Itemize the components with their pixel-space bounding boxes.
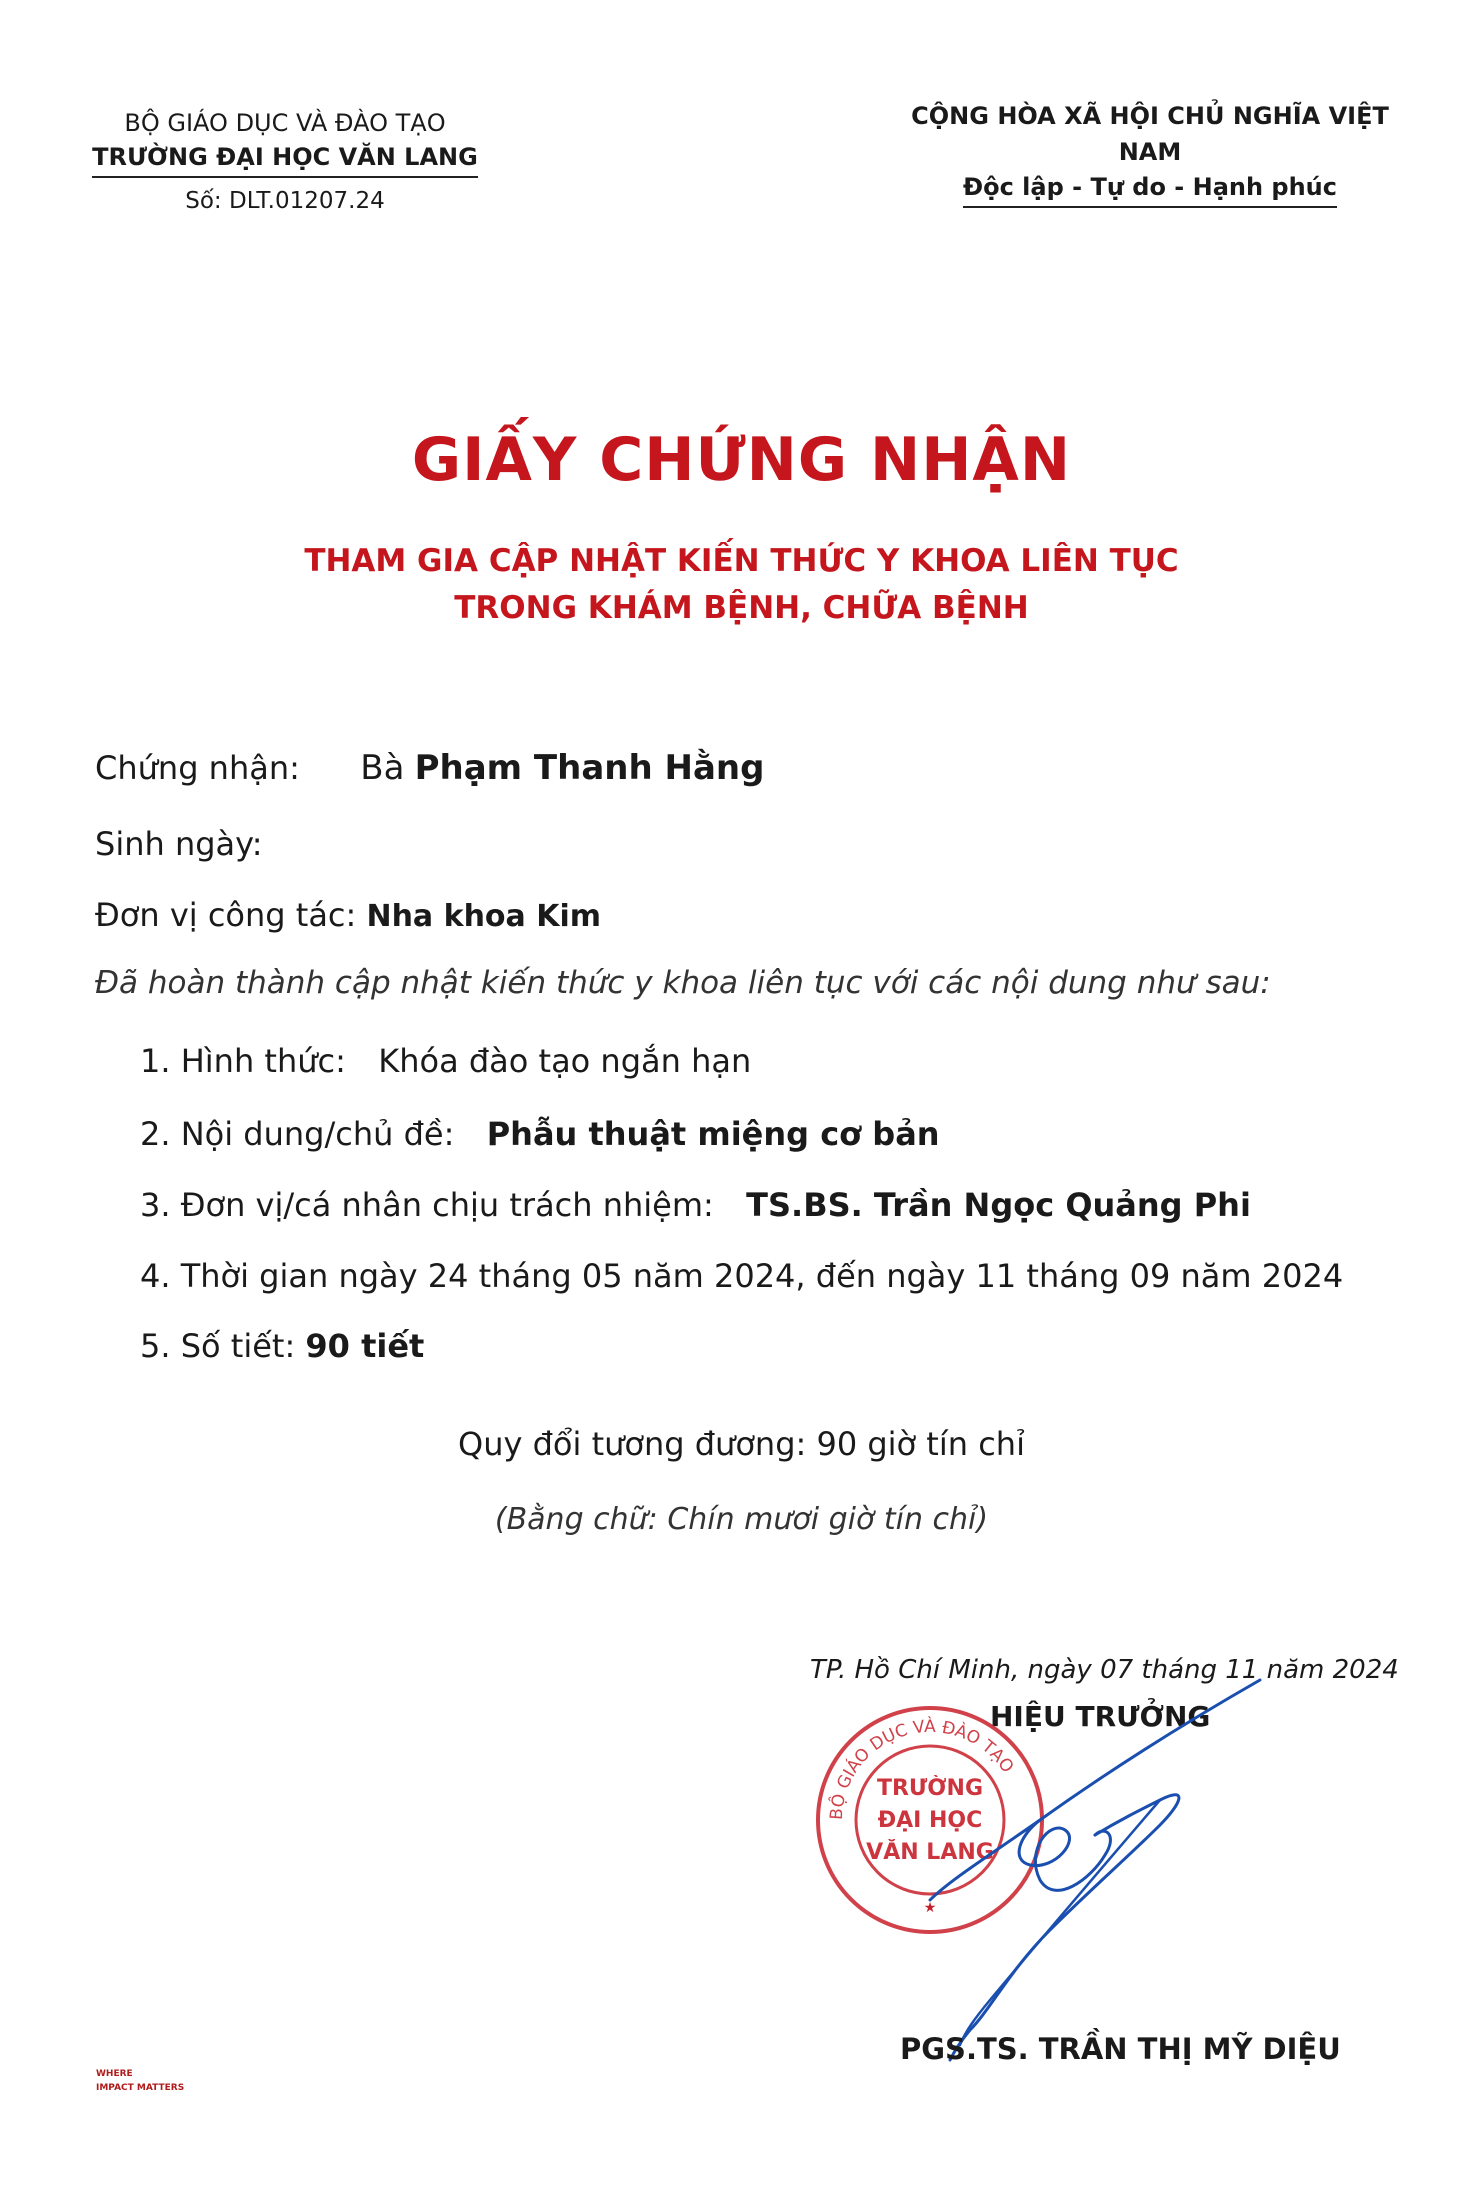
university-name: TRƯỜNG ĐẠI HỌC VĂN LANG: [92, 140, 478, 178]
dob-label: Sinh ngày:: [95, 825, 263, 863]
subtitle-line-1: THAM GIA CẬP NHẬT KIẾN THỨC Y KHOA LIÊN TỤC: [304, 543, 1179, 579]
brand-line-2: IMPACT MATTERS: [96, 2083, 185, 2093]
certificate-title: GIẤY CHỨNG NHẬN: [411, 425, 1072, 495]
seal-line-3: VĂN LANG: [866, 1840, 994, 1865]
certify-title: Bà: [360, 748, 405, 788]
recipient-name: Phạm Thanh Hằng: [414, 748, 765, 788]
item-periods: [140, 1327, 424, 1365]
issuer-header: [70, 106, 500, 220]
subtitle-line-2: TRONG KHÁM BỆNH, CHỮA BỆNH: [454, 590, 1029, 626]
country-name: CỘNG HÒA XÃ HỘI CHỦ NGHĨA VIỆT NAM: [911, 102, 1389, 166]
brand-line-1: WHERE: [96, 2069, 133, 2079]
completion-statement: Đã hoàn thành cập nhật kiến thức y khoa liên tục với các nội dung như sau:: [95, 965, 1271, 1001]
signer-role: HIỆU TRƯỞNG: [990, 1700, 1211, 1733]
responsible-value: TS.BS. Trần Ngọc Quảng Phi: [746, 1186, 1251, 1224]
seal-line-1: TRƯỜNG: [876, 1776, 984, 1801]
topic-label: 2. Nội dung/chủ đề:: [140, 1115, 455, 1153]
form-label: 1. Hình thức:: [140, 1042, 346, 1080]
equivalent-value: 90 giờ tín chỉ: [816, 1425, 1025, 1463]
certificate-subtitle: [0, 538, 1483, 632]
handwritten-signature: [890, 1650, 1290, 2080]
national-header: [900, 98, 1400, 208]
workplace-value: Nha khoa Kim: [366, 899, 602, 934]
equivalent-label: Quy đổi tương đương:: [458, 1425, 807, 1463]
workplace-row: [95, 896, 601, 934]
periods-value: 90 tiết: [305, 1327, 425, 1365]
place-date: TP. Hồ Chí Minh, ngày 07 tháng 11 năm 2024: [810, 1655, 1399, 1685]
equivalent-in-words: (Bằng chữ: Chín mươi giờ tín chỉ): [494, 1502, 989, 1537]
item-responsible: [140, 1186, 1251, 1224]
responsible-label: 3. Đơn vị/cá nhân chịu trách nhiệm:: [140, 1186, 714, 1224]
equivalent-row: [0, 1425, 1483, 1463]
document-number: Số: DLT.01207.24: [185, 188, 385, 214]
ministry-name: BỘ GIÁO DỤC VÀ ĐÀO TẠO: [124, 109, 446, 137]
certify-row: [95, 748, 764, 788]
seal-line-2: ĐẠI HỌC: [877, 1808, 983, 1833]
periods-label: 5. Số tiết:: [140, 1327, 296, 1365]
item-topic: [140, 1115, 940, 1153]
workplace-label: Đơn vị công tác:: [95, 896, 357, 934]
topic-value: Phẫu thuật miệng cơ bản: [486, 1115, 940, 1153]
certify-label: Chứng nhận:: [95, 749, 300, 787]
item-time: 4. Thời gian ngày 24 tháng 05 năm 2024, đến ngày 11 tháng 09 năm 2024: [140, 1257, 1344, 1295]
dob-row: [95, 825, 263, 863]
seal-ring-text: BỘ GIÁO DỤC VÀ ĐÀO TẠO: [826, 1716, 1018, 1821]
signer-name: PGS.TS. TRẦN THỊ MỸ DIỆU: [900, 2032, 1341, 2066]
brand-tagline: [96, 2067, 184, 2095]
item-form: [140, 1042, 751, 1080]
seal-star-icon: ★: [923, 1900, 937, 1916]
form-value: Khóa đào tạo ngắn hạn: [378, 1042, 752, 1080]
national-motto: Độc lập - Tự do - Hạnh phúc: [963, 170, 1337, 208]
